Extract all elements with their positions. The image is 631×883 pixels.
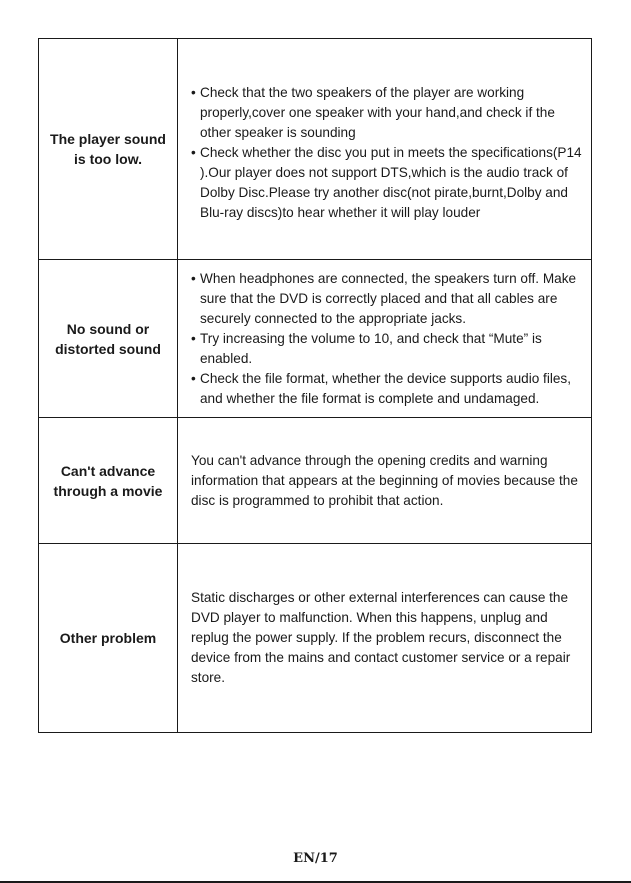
- problem-label: Other problem: [59, 630, 157, 646]
- solution-text: Check that the two speakers of the player are working properly,cover one speaker with your hand,and check if the other speaker is sounding: [200, 85, 555, 140]
- table-row: [39, 544, 592, 733]
- bullet-dot-icon: •: [191, 145, 196, 160]
- list-item: [191, 143, 585, 223]
- problem-label: No sound or distorted sound: [55, 320, 161, 357]
- table-row: [39, 418, 592, 544]
- solution-text: Check whether the disc you put in meets the specifications(P14 ).Our player does not support DTS,which is the audio track of Dolby Disc.Please try another disc(not pirate,burnt,Dolby and Blu-ray discs)to hear whether it will play louder: [200, 145, 582, 220]
- table-row: [39, 39, 592, 260]
- problem-label: The player sound is too low.: [50, 131, 166, 167]
- solution-cell: [178, 544, 592, 733]
- solution-text: You can't advance through the opening credits and warning information that appears at the beginning of movies because the disc is programmed to prohibit that action.: [191, 452, 578, 508]
- solution-cell: [178, 260, 592, 418]
- list-item: [191, 83, 585, 143]
- table-row: [39, 260, 592, 418]
- bullet-dot-icon: •: [191, 330, 196, 346]
- problem-cell: [39, 39, 178, 260]
- solution-cell: [178, 418, 592, 544]
- list-item: [191, 369, 585, 409]
- problem-cell: [39, 544, 178, 733]
- problem-label: Can't advance through a movie: [53, 462, 163, 499]
- solution-text: Static discharges or other external interferences can cause the DVD player to malfunction. When this happens, unplug and replug the power supply. If the problem recurs, disconnect the device from the mains and contact customer service or a repair store.: [191, 590, 571, 685]
- bullet-dot-icon: •: [191, 370, 196, 386]
- troubleshooting-table: [38, 38, 592, 733]
- bullet-dot-icon: •: [191, 270, 196, 286]
- solution-cell: [178, 39, 592, 260]
- solution-text: Check the file format, whether the device supports audio files, and whether the file format is complete and undamaged.: [200, 370, 572, 406]
- solution-text: When headphones are connected, the speakers turn off. Make sure that the DVD is correctly placed and that all cables are securely connected to the appropriate jacks.: [200, 270, 577, 326]
- bullet-dot-icon: •: [191, 85, 196, 100]
- list-item: [191, 269, 585, 329]
- problem-cell: [39, 260, 178, 418]
- list-item: [191, 329, 585, 369]
- problem-cell: [39, 418, 178, 544]
- page-number: EN/17: [293, 851, 338, 866]
- solution-text: Try increasing the volume to 10, and check that “Mute” is enabled.: [200, 330, 542, 366]
